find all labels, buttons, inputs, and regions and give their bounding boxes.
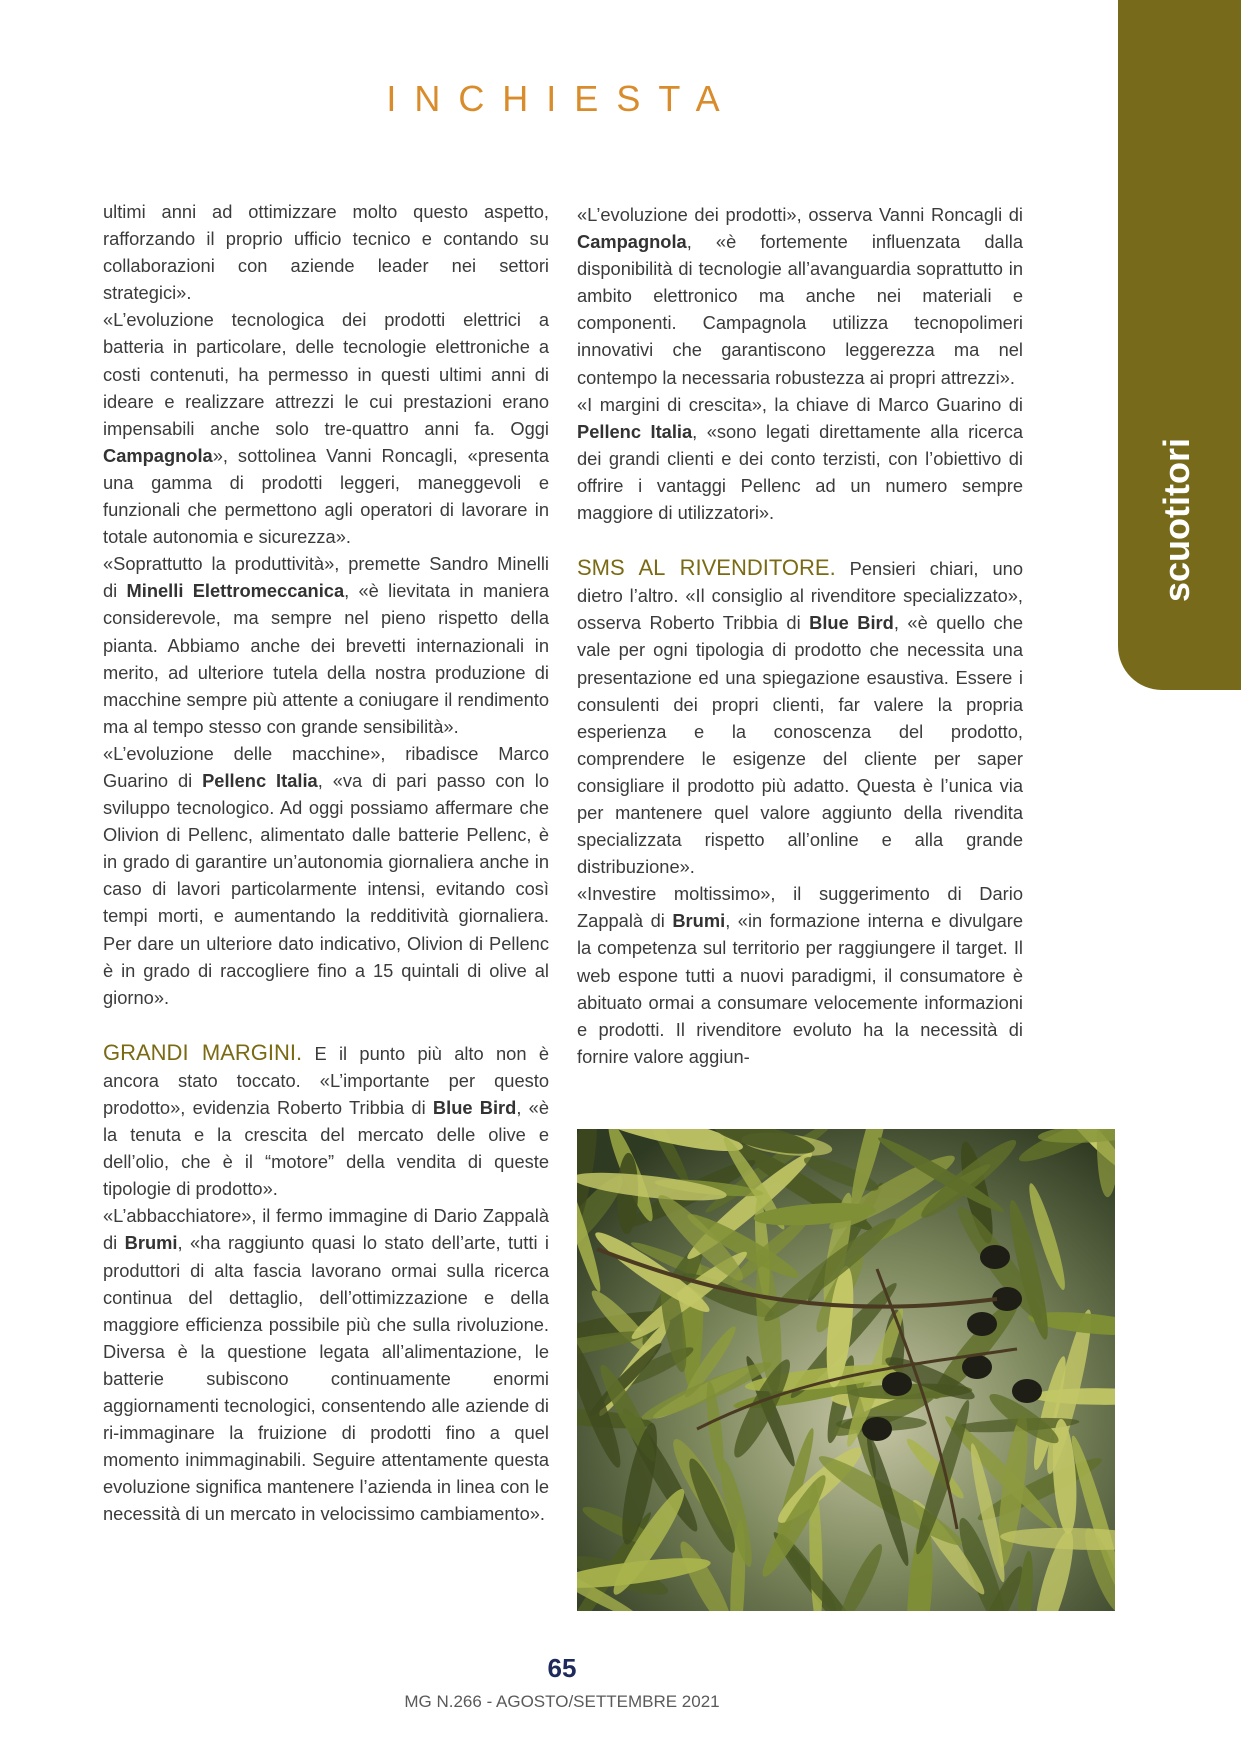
text-run: Pensieri chiari, uno dietro l’altro. «Il consiglio al rivenditore specializzato», osserva Roberto Tribbia di [577, 558, 1023, 634]
issue-info: MG N.266 - AGOSTO/SETTEMBRE 2021 [404, 1692, 720, 1711]
section-subheading: GRANDI MARGINI. [103, 1039, 303, 1065]
olive [967, 1312, 997, 1336]
text-run: E il punto più alto non è ancora stato toccato. «L’importante per questo prodotto», evidenzia Roberto Tribbia di [103, 1042, 549, 1118]
company-name: Brumi [672, 910, 726, 932]
olive-branch-photo [577, 1129, 1115, 1611]
olive [862, 1417, 892, 1441]
company-name: Campagnola [103, 444, 213, 466]
section-header: INCHIESTA [386, 78, 738, 119]
text-run: , «è lievitata in maniera considerevole, ma sempre nel pieno rispetto della pianta. Abbiamo anche dei brevetti internazionali in merito, ad ulteriore tutela della nostra produzione di macchine sempre più attente a coniugare il rendimento ma al tempo stesso con grande sensibilità». [103, 580, 550, 737]
right-column [577, 201, 1023, 1070]
text-run: , «sono legati direttamente alla ricerca dei grandi clienti e dei conto terzisti, con l’obiettivo di offrire i vantaggi Pellenc ad un numero sempre maggiore di utilizzatori». [577, 420, 1023, 524]
company-name: Blue Bird [432, 1097, 517, 1118]
text-run: «I margini di crescita», la chiave di Marco Guarino di [577, 393, 1023, 415]
olive [1012, 1379, 1042, 1403]
text-run: , «va di pari passo con lo sviluppo tecnologico. Ad oggi possiamo affermare che Olivion di Pellenc, alimentato dalle batterie Pellenc, è in grado di garantire un’autonomia giornaliera anche in caso di lavori particolarmente intensi, evitando così tempi morti, e aumentando la redditività giornaliera. Per dare un ulteriore dato indicativo, Olivion di Pellenc è in grado di raccogliere fino a 15 quintali di olive al giorno». [103, 769, 549, 1008]
paragraph [103, 740, 549, 1011]
paragraph-gap [577, 526, 1023, 554]
company-name: Minelli Elettromeccanica [126, 580, 345, 602]
left-column [103, 198, 549, 1528]
section-subheading: SMS AL RIVENDITORE. [577, 555, 836, 581]
text-run: », sottolinea Vanni Roncagli, «presenta una gamma di prodotti leggeri, maneggevoli e funzionali che permettono agli operatori di lavorare in totale autonomia e sicurezza». [103, 444, 549, 548]
company-name: Brumi [124, 1232, 178, 1254]
olive [882, 1372, 912, 1396]
olive-branch-illustration [577, 1129, 1115, 1611]
company-name: Pellenc Italia [202, 769, 318, 791]
text-run: , «è fortemente influenzata dalla disponibilità di tecnologie all’avanguardia soprattutto in ambito elettronico ma anche nei materiali e componenti. Campagnola utilizza tecnopolimeri innovativi che garantiscono leggerezza ma nel contempo la necessaria robustezza ai propri attrezzi». [577, 231, 1023, 388]
text-run: «Soprattutto la produttività», premette Sandro Minelli di [103, 553, 549, 602]
side-tab-label-box [1132, 430, 1222, 610]
text-run: «L’abbacchiatore», il fermo immagine di Dario Zappalà di [103, 1205, 549, 1254]
paragraph: ultimi anni ad ottimizzare molto questo aspetto, rafforzando il proprio ufficio tecnico e contando su collaborazioni con aziende leader nei settori strategici». [103, 201, 549, 304]
company-name: Pellenc Italia [577, 420, 693, 442]
text-run: «L’evoluzione tecnologica dei prodotti elettrici a batteria in particolare, delle tecnologie elettroniche a costi contenuti, ha permesso in questi ultimi anni di ideare e realizzare attrezzi le cui prestazioni erano impensabili anche solo tre-quattro anni fa. Oggi [103, 309, 549, 439]
paragraph [577, 391, 1023, 526]
paragraph [103, 1202, 549, 1527]
text-run: «L’evoluzione dei prodotti», osserva Vanni Roncagli di [577, 204, 1023, 225]
text-run: , «è la tenuta e la crescita del mercato delle olive e dell’olio, che è il “motore” della vendita di queste tipologie di prodotto». [103, 1097, 549, 1200]
page-number: 65 [547, 1653, 577, 1683]
olive [962, 1355, 992, 1379]
paragraph [577, 554, 1023, 880]
paragraph-gap [103, 1011, 549, 1039]
paragraph [103, 550, 549, 740]
paragraph [577, 880, 1023, 1070]
olive [980, 1245, 1010, 1269]
paragraph [577, 201, 1023, 391]
text-run: , «in formazione interna e divulgare la competenza sul territorio per raggiungere il target. Il web espone tutti a nuovi paradigmi, il consumatore è abituato ormai a consumare velocemente informazioni e prodotti. Il rivenditore evoluto ha la necessità di fornire valore aggiun- [577, 910, 1023, 1067]
text-run: , «ha raggiunto quasi lo stato dell’arte, tutti i produttori di alta fascia lavorano ormai sulla ricerca continua del dettaglio, dell’ottimizzazione e della maggiore efficienza possibile più che sulla rivoluzione. Diversa è la questione legata all’alimentazione, le batterie subiscono continuamente enormi aggiornamenti tecnologici, consentendo alle aziende di ri-immaginare la fruizione di prodotti fino a quel momento inimmaginabili. Seguire attentamente questa evoluzione significa mantenere l’azienda in linea con le necessità di un mercato in velocissimo cambiamento». [103, 1232, 549, 1525]
paragraph [103, 306, 549, 550]
text-run: «Investire moltissimo», il suggerimento di Dario Zappalà di [577, 883, 1023, 932]
company-name: Blue Bird [809, 612, 894, 634]
side-tab-label: scuotitori [1156, 437, 1198, 603]
company-name: Campagnola [577, 231, 687, 253]
text-run: «L’evoluzione delle macchine», ribadisce Marco Guarino di [103, 742, 549, 791]
paragraph [103, 1039, 549, 1203]
text-run: , «è quello che vale per ogni tipologia di prodotto che necessita una presentazione ed una spiegazione esaustiva. Essere i consulenti dei propri clienti, far valere la propria esperienza e la conoscenza del prodotto, comprendere le esigenze del cliente per saper consigliare il prodotto più adatto. Questa è l’unica via per mantenere quel valore aggiunto della rivendita specializzata rispetto all’online e alla grande distribuzione». [577, 612, 1023, 878]
